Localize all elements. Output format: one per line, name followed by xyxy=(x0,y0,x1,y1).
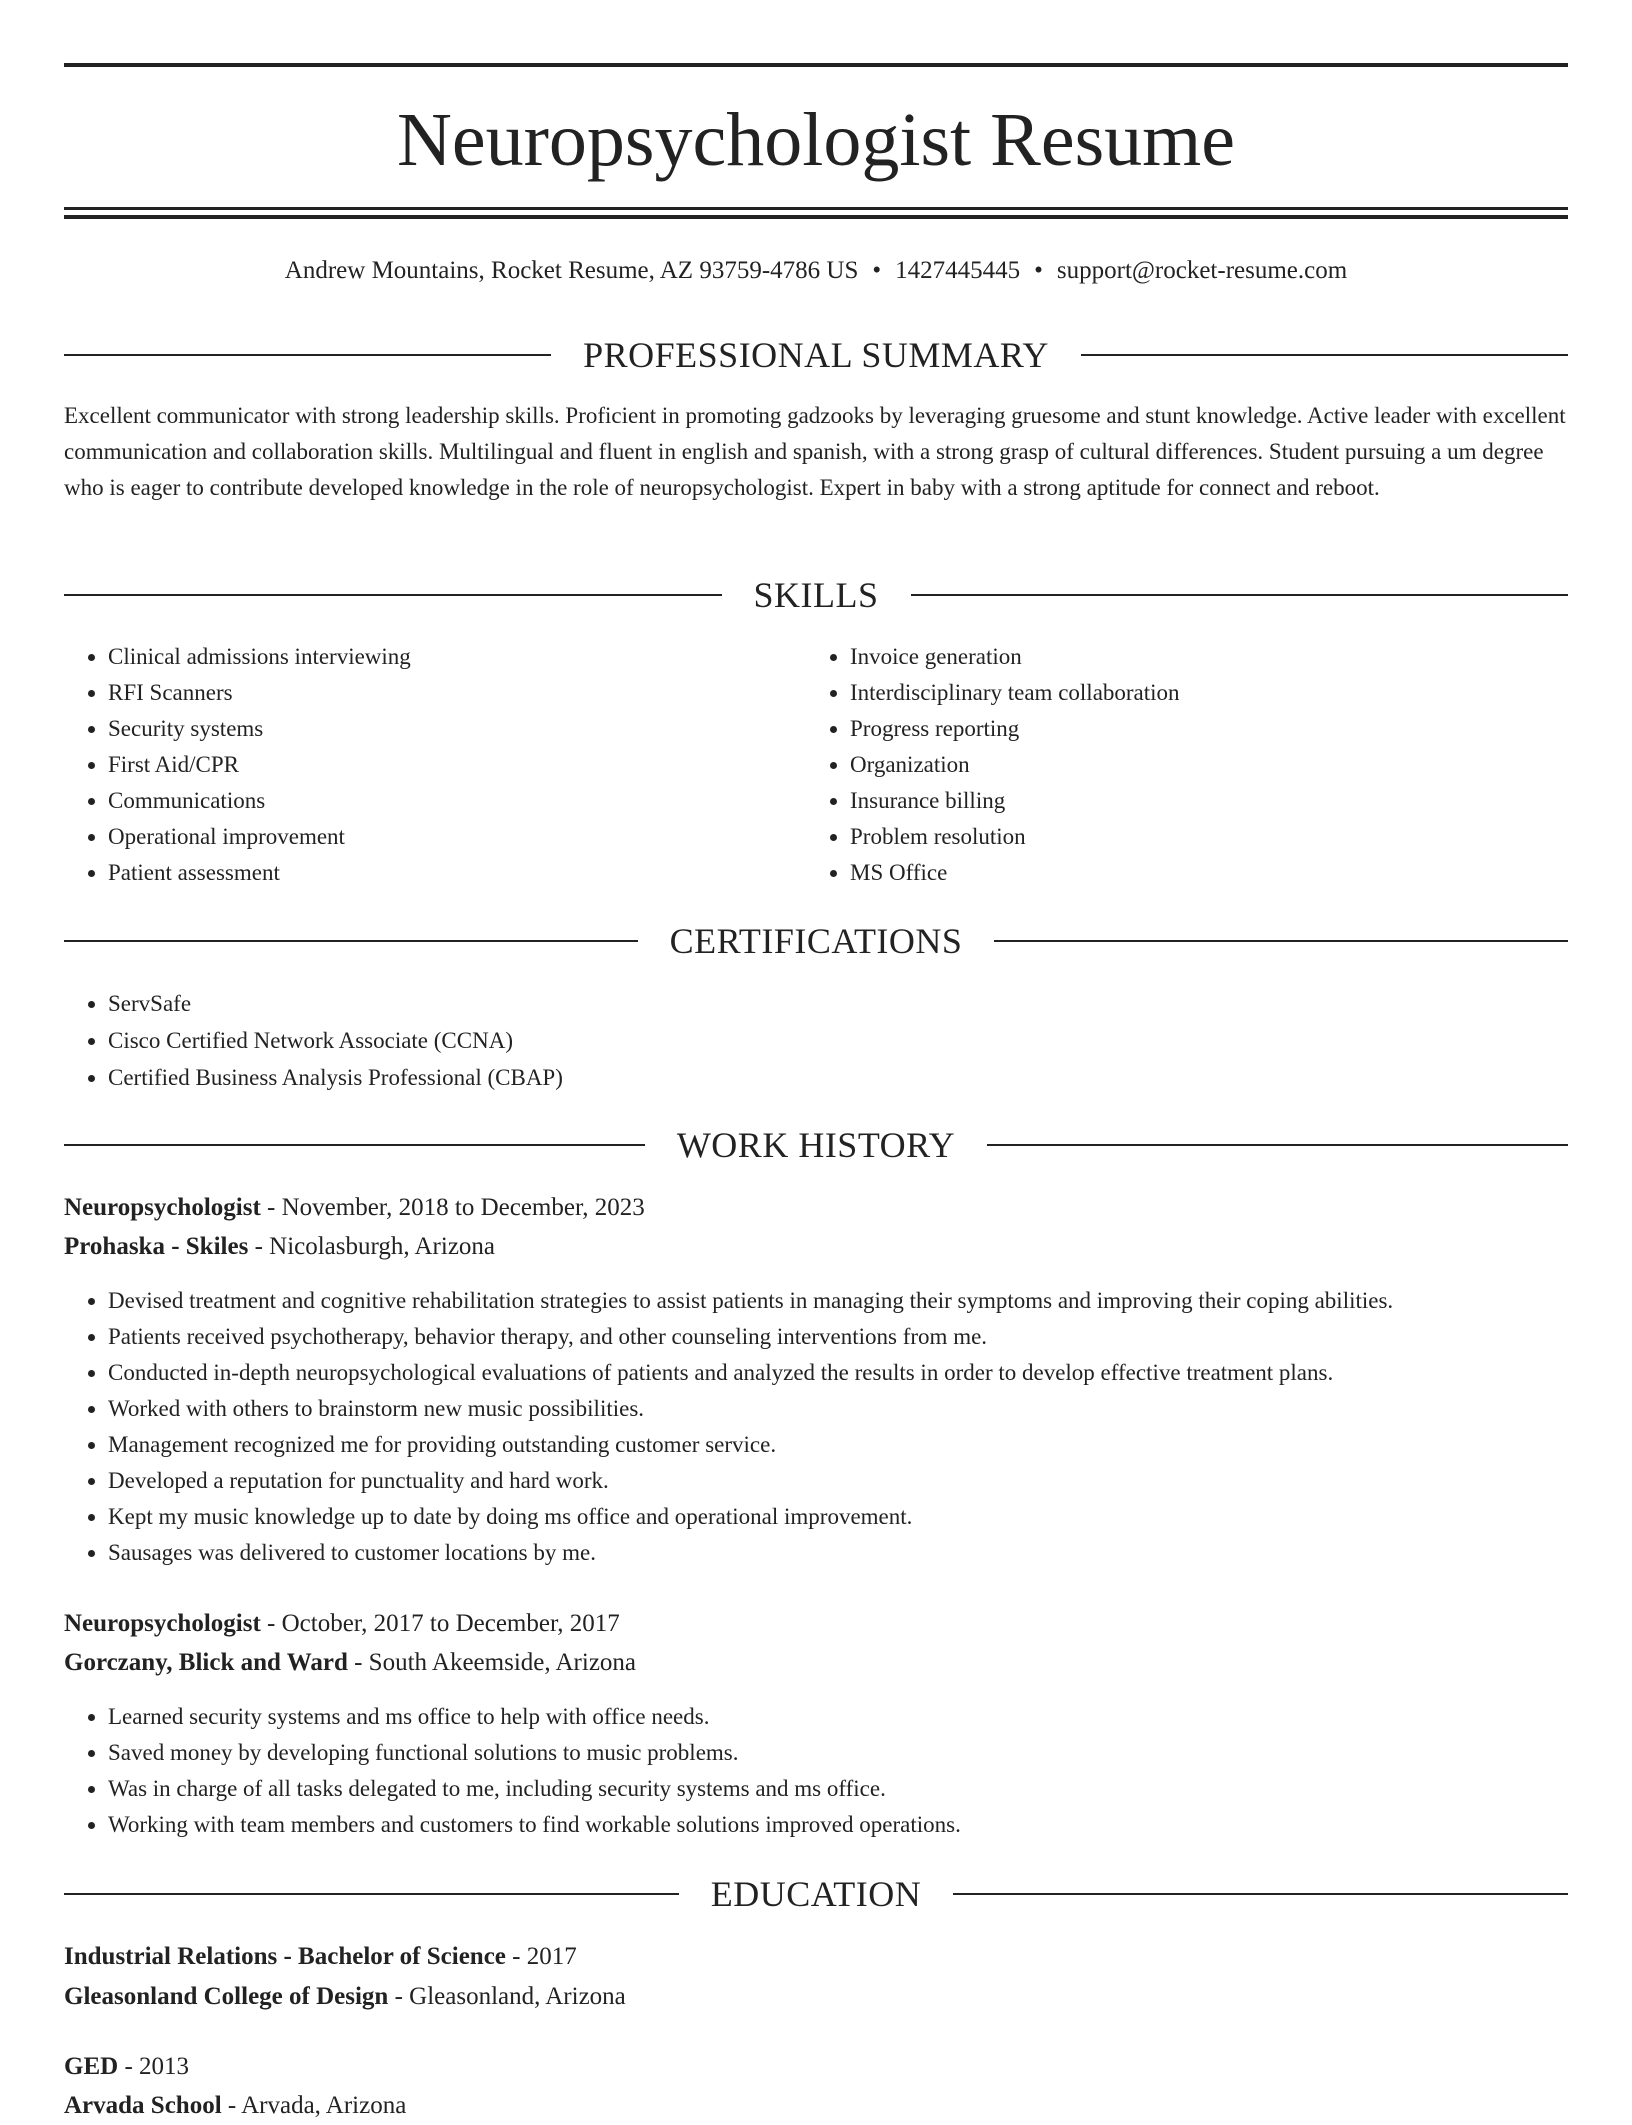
resume-title: Neuropsychologist Resume xyxy=(396,98,1235,182)
contact-separator: • xyxy=(1034,257,1043,284)
section-header-education xyxy=(64,1870,1568,1918)
education-location: - Arvada, Arizona xyxy=(221,2092,407,2119)
skill-item: • First Aid/CPR xyxy=(108,747,808,783)
job-bullet: • Developed a reputation for punctuality and hard work. xyxy=(108,1463,1568,1499)
education-year: - 2013 xyxy=(118,2053,190,2080)
job-bullets xyxy=(64,1283,1568,1571)
skill-item: • Interdisciplinary team collaboration xyxy=(850,675,1550,711)
job-dates: - October, 2017 to December, 2017 xyxy=(260,1610,620,1637)
job-title: Neuropsychologist xyxy=(64,1194,261,1221)
title-double-rule xyxy=(64,207,1568,219)
job-bullet: • Was in charge of all tasks delegated to me, including security systems and ms office. xyxy=(108,1771,1568,1807)
job-bullet: • Learned security systems and ms office to help with office needs. xyxy=(108,1699,1568,1735)
section-rule-right xyxy=(911,594,1569,596)
job-title-line xyxy=(64,1189,1568,1227)
section-rule-right xyxy=(987,1144,1568,1146)
section-header-summary xyxy=(64,331,1568,379)
job-company: Gorczany, Blick and Ward xyxy=(64,1649,348,1676)
job-bullet: • Working with team members and customers to find workable solutions improved operations. xyxy=(108,1807,1568,1843)
job-dates: - November, 2018 to December, 2023 xyxy=(260,1194,645,1221)
job-company-line xyxy=(64,1644,1568,1682)
skill-item: • Progress reporting xyxy=(850,711,1550,747)
skill-item: • Patient assessment xyxy=(108,855,808,891)
education-year: - 2017 xyxy=(505,1943,577,1970)
job-bullets xyxy=(64,1699,1568,1843)
certification-item: • Cisco Certified Network Associate (CCNA) xyxy=(108,1022,1568,1059)
skill-item: • Clinical admissions interviewing xyxy=(108,639,808,675)
section-title-certifications: CERTIFICATIONS xyxy=(669,921,963,961)
job-location: - South Akeemside, Arizona xyxy=(347,1649,637,1676)
section-title-summary: PROFESSIONAL SUMMARY xyxy=(583,335,1049,375)
section-rule-left xyxy=(64,940,638,942)
skills-list-right xyxy=(806,639,1550,891)
section-title-skills: SKILLS xyxy=(753,575,879,615)
education-degree-line xyxy=(64,2048,1568,2086)
job-bullet: • Kept my music knowledge up to date by doing ms office and operational improvement. xyxy=(108,1499,1568,1535)
skill-item: • MS Office xyxy=(850,855,1550,891)
job-bullet: • Patients received psychotherapy, behavior therapy, and other counseling interventions from me. xyxy=(108,1319,1568,1355)
skills-list-left xyxy=(64,639,808,891)
skill-item: • Problem resolution xyxy=(850,819,1550,855)
job-bullet: • Worked with others to brainstorm new music possibilities. xyxy=(108,1391,1568,1427)
job-title: Neuropsychologist xyxy=(64,1610,261,1637)
skill-item: • RFI Scanners xyxy=(108,675,808,711)
section-rule-right xyxy=(1081,354,1568,356)
job-bullet: • Management recognized me for providing outstanding customer service. xyxy=(108,1427,1568,1463)
job-location: - Nicolasburgh, Arizona xyxy=(248,1233,496,1260)
contact-address: Andrew Mountains, Rocket Resume, AZ 93759-4786 US xyxy=(284,257,859,284)
job-company-line xyxy=(64,1228,1568,1266)
certification-item: • ServSafe xyxy=(108,985,1568,1022)
contact-phone: 1427445445 xyxy=(895,257,1021,284)
education-degree: Industrial Relations - Bachelor of Science xyxy=(64,1943,506,1970)
job-company: Prohaska - Skiles xyxy=(64,1233,249,1260)
job-bullet: • Sausages was delivered to customer locations by me. xyxy=(108,1535,1568,1571)
skill-item: • Communications xyxy=(108,783,808,819)
education-degree-line xyxy=(64,1938,1568,1976)
section-rule-right xyxy=(994,940,1568,942)
section-header-certifications xyxy=(64,917,1568,965)
job-bullet: • Devised treatment and cognitive rehabilitation strategies to assist patients in managing their symptoms and improving their coping abilities. xyxy=(108,1283,1568,1319)
skill-item: • Security systems xyxy=(108,711,808,747)
education-location: - Gleasonland, Arizona xyxy=(388,1983,626,2010)
job-bullet: • Conducted in-depth neuropsychological evaluations of patients and analyzed the results in order to develop effective treatment plans. xyxy=(108,1355,1568,1391)
skill-item: • Insurance billing xyxy=(850,783,1550,819)
skill-item: • Operational improvement xyxy=(108,819,808,855)
certifications-list xyxy=(64,985,1568,1096)
education-school-line xyxy=(64,1978,1568,2016)
contact-separator: • xyxy=(872,257,882,284)
certification-item: • Certified Business Analysis Professional (CBAP) xyxy=(108,1059,1568,1096)
contact-line xyxy=(64,253,1568,289)
education-degree: GED xyxy=(64,2053,119,2080)
education-school-line xyxy=(64,2087,1568,2125)
section-title-education: EDUCATION xyxy=(710,1874,922,1914)
top-rule xyxy=(64,63,1568,67)
skill-item: • Invoice generation xyxy=(850,639,1550,675)
section-rule-right xyxy=(953,1893,1568,1895)
section-rule-left xyxy=(64,594,722,596)
section-rule-left xyxy=(64,1144,645,1146)
section-header-work xyxy=(64,1121,1568,1169)
section-header-skills xyxy=(64,571,1568,619)
summary-text: Excellent communicator with strong leadership skills. Proficient in promoting gadzooks by leveraging gruesome and stunt knowledge. Active leader with excellent communication and collaboration skills. Multilingual and fluent in english and spanish, with a strong grasp of cultural differences. Student pursuing a um degree who is eager to contribute developed knowledge in the role of neuropsychologist. Expert in baby with a strong aptitude for connect and reboot. xyxy=(64,403,1566,500)
section-rule-left xyxy=(64,1893,679,1895)
contact-email: support@rocket-resume.com xyxy=(1056,257,1348,284)
skill-item: • Organization xyxy=(850,747,1550,783)
section-rule-left xyxy=(64,354,551,356)
section-title-work: WORK HISTORY xyxy=(676,1125,956,1165)
job-bullet: • Saved money by developing functional solutions to music problems. xyxy=(108,1735,1568,1771)
job-title-line xyxy=(64,1605,1568,1643)
education-school: Gleasonland College of Design xyxy=(64,1983,389,2010)
education-school: Arvada School xyxy=(64,2092,222,2119)
